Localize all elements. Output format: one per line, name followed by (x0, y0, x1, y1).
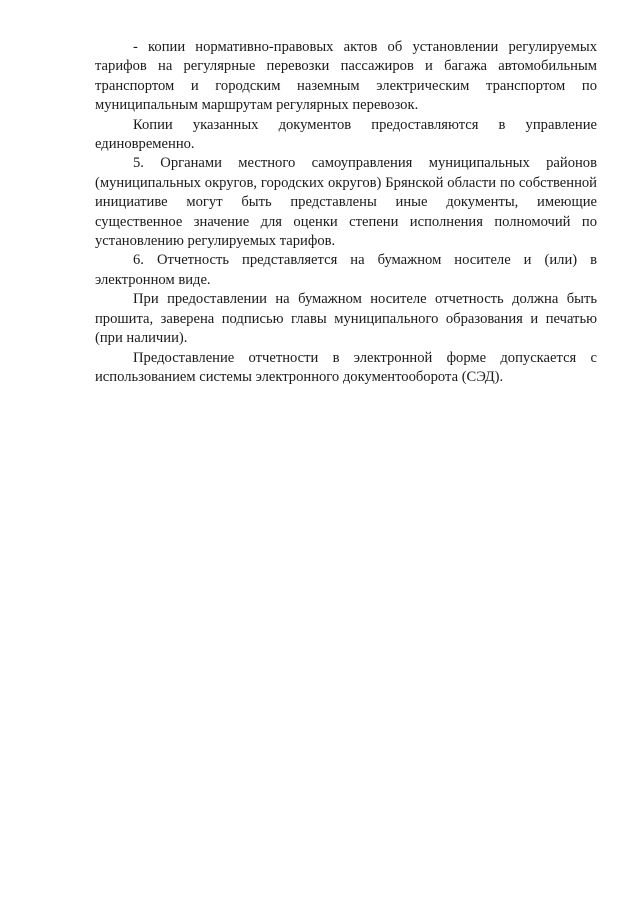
paragraph-paper-submission: При предоставлении на бумажном носителе отчетность должна быть прошита, заверена подписью главы муниципального образования и печатью (при наличии). (95, 291, 597, 347)
paragraph-item-6: 6. Отчетность представляется на бумажном носителе и (или) в электронном виде. (95, 252, 597, 288)
paragraph-electronic-submission: Предоставление отчетности в электронной форме допускается с использованием системы электронного документооборота (СЭД). (95, 349, 597, 385)
paragraph-copies-of-acts: - копии нормативно-правовых актов об установлении регулируемых тарифов на регулярные перевозки пассажиров и багажа автомобильным транспортом и городским наземным электрическим транспортом по муниципальным маршрутам регулярных перевозок. (95, 39, 597, 114)
document-body (95, 38, 597, 387)
paragraph-item-5: 5. Органами местного самоуправления муниципальных районов (муниципальных округов, городских округов) Брянской области по собственной инициативе могут быть представлены иные документы, имеющие существенное значение для оценки степени исполнения полномочий по установлению регулируемых тарифов. (95, 155, 597, 250)
paragraph-copies-provided: Копии указанных документов предоставляются в управление единовременно. (95, 116, 597, 153)
